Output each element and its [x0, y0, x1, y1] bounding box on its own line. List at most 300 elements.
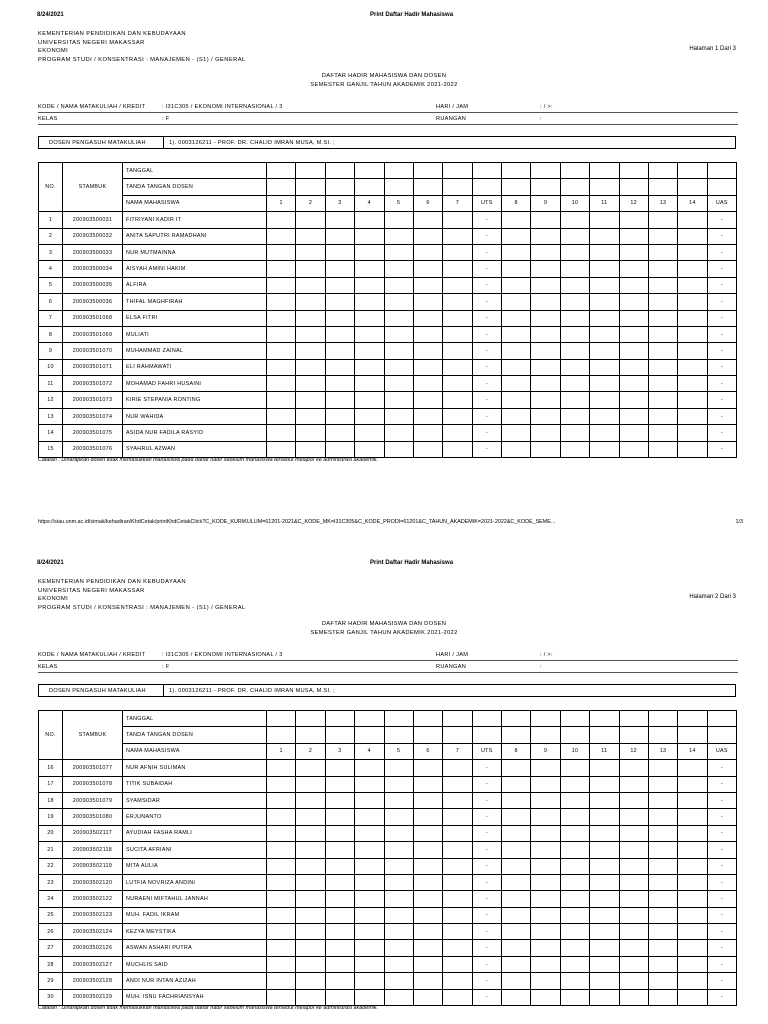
attendance-cell[interactable]	[590, 441, 619, 457]
attendance-cell[interactable]	[590, 343, 619, 359]
tanggal-cell[interactable]	[355, 711, 384, 727]
uas-cell[interactable]: -	[707, 940, 736, 956]
attendance-cell[interactable]	[619, 891, 648, 907]
attendance-cell[interactable]	[443, 441, 472, 457]
attendance-cell[interactable]	[678, 760, 707, 776]
attendance-cell[interactable]	[413, 212, 442, 228]
attendance-cell[interactable]	[531, 891, 560, 907]
uts-cell[interactable]: -	[472, 940, 501, 956]
attendance-cell[interactable]	[678, 425, 707, 441]
attendance-cell[interactable]	[325, 294, 354, 310]
attendance-cell[interactable]	[619, 825, 648, 841]
attendance-cell[interactable]	[560, 425, 589, 441]
uas-cell[interactable]: -	[707, 858, 736, 874]
tanggal-cell[interactable]	[678, 711, 707, 727]
attendance-cell[interactable]	[678, 244, 707, 260]
tanggal-cell[interactable]	[384, 711, 413, 727]
attendance-cell[interactable]	[648, 989, 677, 1005]
uas-cell[interactable]: -	[707, 441, 736, 457]
attendance-cell[interactable]	[502, 261, 531, 277]
attendance-cell[interactable]	[560, 261, 589, 277]
attendance-cell[interactable]	[325, 956, 354, 972]
attendance-cell[interactable]	[296, 874, 325, 890]
attendance-cell[interactable]	[443, 760, 472, 776]
attendance-cell[interactable]	[296, 776, 325, 792]
attendance-cell[interactable]	[619, 907, 648, 923]
tanggal-cell[interactable]	[648, 711, 677, 727]
lecturer-signature-cell[interactable]	[502, 727, 531, 743]
attendance-cell[interactable]	[443, 408, 472, 424]
uts-cell[interactable]: -	[472, 809, 501, 825]
attendance-cell[interactable]	[678, 891, 707, 907]
attendance-cell[interactable]	[296, 310, 325, 326]
attendance-cell[interactable]	[648, 924, 677, 940]
attendance-cell[interactable]	[590, 809, 619, 825]
attendance-cell[interactable]	[384, 441, 413, 457]
attendance-cell[interactable]	[560, 441, 589, 457]
attendance-cell[interactable]	[502, 956, 531, 972]
uts-cell[interactable]: -	[472, 425, 501, 441]
attendance-cell[interactable]	[325, 277, 354, 293]
attendance-cell[interactable]	[296, 343, 325, 359]
attendance-cell[interactable]	[619, 261, 648, 277]
attendance-cell[interactable]	[619, 760, 648, 776]
attendance-cell[interactable]	[560, 989, 589, 1005]
tanggal-cell[interactable]	[443, 711, 472, 727]
lecturer-signature-cell[interactable]	[619, 179, 648, 195]
attendance-cell[interactable]	[267, 989, 296, 1005]
tanggal-cell[interactable]	[619, 711, 648, 727]
attendance-cell[interactable]	[413, 261, 442, 277]
attendance-cell[interactable]	[355, 376, 384, 392]
uts-cell[interactable]: -	[472, 973, 501, 989]
attendance-cell[interactable]	[413, 408, 442, 424]
attendance-cell[interactable]	[267, 874, 296, 890]
attendance-cell[interactable]	[355, 310, 384, 326]
attendance-cell[interactable]	[531, 244, 560, 260]
attendance-cell[interactable]	[590, 425, 619, 441]
lecturer-signature-cell[interactable]	[648, 179, 677, 195]
attendance-cell[interactable]	[678, 989, 707, 1005]
attendance-cell[interactable]	[296, 842, 325, 858]
uts-cell[interactable]: -	[472, 441, 501, 457]
attendance-cell[interactable]	[443, 310, 472, 326]
attendance-cell[interactable]	[413, 343, 442, 359]
attendance-cell[interactable]	[413, 228, 442, 244]
tanggal-cell[interactable]	[560, 163, 589, 179]
attendance-cell[interactable]	[267, 907, 296, 923]
attendance-cell[interactable]	[355, 244, 384, 260]
attendance-cell[interactable]	[355, 907, 384, 923]
attendance-cell[interactable]	[443, 261, 472, 277]
attendance-cell[interactable]	[355, 989, 384, 1005]
attendance-cell[interactable]	[619, 425, 648, 441]
attendance-cell[interactable]	[325, 858, 354, 874]
attendance-cell[interactable]	[384, 376, 413, 392]
lecturer-signature-cell[interactable]	[502, 179, 531, 195]
attendance-cell[interactable]	[560, 343, 589, 359]
attendance-cell[interactable]	[325, 989, 354, 1005]
attendance-cell[interactable]	[590, 376, 619, 392]
attendance-cell[interactable]	[502, 228, 531, 244]
attendance-cell[interactable]	[502, 760, 531, 776]
tanggal-cell[interactable]	[355, 163, 384, 179]
attendance-cell[interactable]	[296, 956, 325, 972]
attendance-cell[interactable]	[502, 776, 531, 792]
attendance-cell[interactable]	[619, 392, 648, 408]
attendance-cell[interactable]	[413, 907, 442, 923]
attendance-cell[interactable]	[619, 212, 648, 228]
attendance-cell[interactable]	[384, 989, 413, 1005]
attendance-cell[interactable]	[619, 277, 648, 293]
attendance-cell[interactable]	[531, 277, 560, 293]
attendance-cell[interactable]	[648, 940, 677, 956]
attendance-cell[interactable]	[560, 212, 589, 228]
attendance-cell[interactable]	[413, 441, 442, 457]
attendance-cell[interactable]	[648, 891, 677, 907]
attendance-cell[interactable]	[384, 825, 413, 841]
attendance-cell[interactable]	[678, 359, 707, 375]
uts-cell[interactable]: -	[472, 891, 501, 907]
lecturer-signature-cell[interactable]	[267, 179, 296, 195]
attendance-cell[interactable]	[502, 924, 531, 940]
attendance-cell[interactable]	[590, 956, 619, 972]
attendance-cell[interactable]	[384, 956, 413, 972]
lecturer-signature-cell[interactable]	[325, 179, 354, 195]
attendance-cell[interactable]	[325, 376, 354, 392]
attendance-cell[interactable]	[531, 441, 560, 457]
lecturer-signature-cell[interactable]	[384, 727, 413, 743]
uts-cell[interactable]: -	[472, 792, 501, 808]
attendance-cell[interactable]	[590, 989, 619, 1005]
tanggal-cell[interactable]	[267, 711, 296, 727]
attendance-cell[interactable]	[502, 392, 531, 408]
attendance-cell[interactable]	[531, 842, 560, 858]
attendance-cell[interactable]	[355, 326, 384, 342]
attendance-cell[interactable]	[355, 425, 384, 441]
tanggal-cell[interactable]	[413, 163, 442, 179]
attendance-cell[interactable]	[413, 425, 442, 441]
attendance-cell[interactable]	[443, 392, 472, 408]
attendance-cell[interactable]	[678, 277, 707, 293]
attendance-cell[interactable]	[355, 212, 384, 228]
tanggal-cell[interactable]	[325, 163, 354, 179]
attendance-cell[interactable]	[531, 792, 560, 808]
attendance-cell[interactable]	[267, 858, 296, 874]
attendance-cell[interactable]	[443, 858, 472, 874]
attendance-cell[interactable]	[648, 228, 677, 244]
attendance-cell[interactable]	[384, 924, 413, 940]
attendance-cell[interactable]	[619, 441, 648, 457]
lecturer-signature-cell[interactable]	[678, 179, 707, 195]
attendance-cell[interactable]	[296, 408, 325, 424]
attendance-cell[interactable]	[502, 940, 531, 956]
attendance-cell[interactable]	[296, 212, 325, 228]
uts-cell[interactable]: -	[472, 376, 501, 392]
tanggal-cell[interactable]	[590, 163, 619, 179]
uts-cell[interactable]: -	[472, 408, 501, 424]
attendance-cell[interactable]	[413, 792, 442, 808]
attendance-cell[interactable]	[267, 825, 296, 841]
lecturer-signature-cell[interactable]	[590, 727, 619, 743]
attendance-cell[interactable]	[325, 776, 354, 792]
attendance-cell[interactable]	[384, 858, 413, 874]
attendance-cell[interactable]	[678, 776, 707, 792]
attendance-cell[interactable]	[678, 858, 707, 874]
attendance-cell[interactable]	[619, 310, 648, 326]
lecturer-signature-cell[interactable]	[678, 727, 707, 743]
attendance-cell[interactable]	[502, 408, 531, 424]
attendance-cell[interactable]	[296, 924, 325, 940]
lecturer-signature-cell[interactable]	[707, 727, 736, 743]
attendance-cell[interactable]	[560, 376, 589, 392]
attendance-cell[interactable]	[443, 989, 472, 1005]
tanggal-cell[interactable]	[590, 711, 619, 727]
attendance-cell[interactable]	[590, 907, 619, 923]
uas-cell[interactable]: -	[707, 792, 736, 808]
uas-cell[interactable]: -	[707, 956, 736, 972]
attendance-cell[interactable]	[648, 874, 677, 890]
attendance-cell[interactable]	[355, 842, 384, 858]
attendance-cell[interactable]	[413, 973, 442, 989]
attendance-cell[interactable]	[531, 343, 560, 359]
attendance-cell[interactable]	[502, 842, 531, 858]
attendance-cell[interactable]	[531, 874, 560, 890]
attendance-cell[interactable]	[678, 294, 707, 310]
attendance-cell[interactable]	[648, 776, 677, 792]
attendance-cell[interactable]	[560, 760, 589, 776]
attendance-cell[interactable]	[296, 228, 325, 244]
attendance-cell[interactable]	[619, 940, 648, 956]
attendance-cell[interactable]	[619, 809, 648, 825]
attendance-cell[interactable]	[648, 376, 677, 392]
attendance-cell[interactable]	[413, 874, 442, 890]
attendance-cell[interactable]	[325, 760, 354, 776]
attendance-cell[interactable]	[560, 326, 589, 342]
attendance-cell[interactable]	[443, 924, 472, 940]
attendance-cell[interactable]	[443, 842, 472, 858]
tanggal-cell[interactable]	[325, 711, 354, 727]
attendance-cell[interactable]	[384, 277, 413, 293]
uas-cell[interactable]: -	[707, 294, 736, 310]
attendance-cell[interactable]	[619, 874, 648, 890]
attendance-cell[interactable]	[325, 310, 354, 326]
attendance-cell[interactable]	[560, 408, 589, 424]
attendance-cell[interactable]	[560, 874, 589, 890]
attendance-cell[interactable]	[648, 842, 677, 858]
attendance-cell[interactable]	[355, 359, 384, 375]
attendance-cell[interactable]	[531, 408, 560, 424]
uts-cell[interactable]: -	[472, 842, 501, 858]
attendance-cell[interactable]	[502, 343, 531, 359]
attendance-cell[interactable]	[502, 310, 531, 326]
attendance-cell[interactable]	[267, 776, 296, 792]
uas-cell[interactable]: -	[707, 408, 736, 424]
attendance-cell[interactable]	[531, 956, 560, 972]
attendance-cell[interactable]	[413, 376, 442, 392]
attendance-cell[interactable]	[502, 973, 531, 989]
uas-cell[interactable]: -	[707, 776, 736, 792]
uts-cell[interactable]: -	[472, 228, 501, 244]
attendance-cell[interactable]	[590, 392, 619, 408]
uts-cell[interactable]: -	[472, 277, 501, 293]
attendance-cell[interactable]	[355, 858, 384, 874]
uts-cell[interactable]: -	[472, 359, 501, 375]
attendance-cell[interactable]	[443, 277, 472, 293]
uas-cell[interactable]: -	[707, 359, 736, 375]
tanggal-cell[interactable]	[707, 163, 736, 179]
attendance-cell[interactable]	[590, 244, 619, 260]
lecturer-signature-cell[interactable]	[707, 179, 736, 195]
attendance-cell[interactable]	[560, 392, 589, 408]
attendance-cell[interactable]	[560, 924, 589, 940]
attendance-cell[interactable]	[619, 343, 648, 359]
attendance-cell[interactable]	[531, 907, 560, 923]
attendance-cell[interactable]	[531, 310, 560, 326]
attendance-cell[interactable]	[267, 212, 296, 228]
lecturer-signature-cell[interactable]	[355, 727, 384, 743]
attendance-cell[interactable]	[384, 874, 413, 890]
attendance-cell[interactable]	[619, 228, 648, 244]
attendance-cell[interactable]	[413, 359, 442, 375]
attendance-cell[interactable]	[413, 809, 442, 825]
attendance-cell[interactable]	[355, 792, 384, 808]
lecturer-signature-cell[interactable]	[472, 727, 501, 743]
attendance-cell[interactable]	[590, 408, 619, 424]
attendance-cell[interactable]	[325, 359, 354, 375]
uas-cell[interactable]: -	[707, 973, 736, 989]
attendance-cell[interactable]	[325, 940, 354, 956]
attendance-cell[interactable]	[384, 244, 413, 260]
attendance-cell[interactable]	[384, 212, 413, 228]
attendance-cell[interactable]	[648, 310, 677, 326]
attendance-cell[interactable]	[619, 956, 648, 972]
attendance-cell[interactable]	[502, 874, 531, 890]
attendance-cell[interactable]	[560, 776, 589, 792]
tanggal-cell[interactable]	[531, 163, 560, 179]
attendance-cell[interactable]	[384, 261, 413, 277]
attendance-cell[interactable]	[384, 842, 413, 858]
attendance-cell[interactable]	[560, 294, 589, 310]
attendance-cell[interactable]	[531, 294, 560, 310]
attendance-cell[interactable]	[355, 408, 384, 424]
attendance-cell[interactable]	[267, 359, 296, 375]
attendance-cell[interactable]	[619, 408, 648, 424]
tanggal-cell[interactable]	[502, 163, 531, 179]
tanggal-cell[interactable]	[531, 711, 560, 727]
lecturer-signature-cell[interactable]	[560, 179, 589, 195]
attendance-cell[interactable]	[267, 408, 296, 424]
uts-cell[interactable]: -	[472, 956, 501, 972]
attendance-cell[interactable]	[560, 792, 589, 808]
lecturer-signature-cell[interactable]	[619, 727, 648, 743]
lecturer-signature-cell[interactable]	[296, 179, 325, 195]
attendance-cell[interactable]	[443, 809, 472, 825]
attendance-cell[interactable]	[267, 940, 296, 956]
attendance-cell[interactable]	[648, 907, 677, 923]
uas-cell[interactable]: -	[707, 212, 736, 228]
attendance-cell[interactable]	[267, 924, 296, 940]
attendance-cell[interactable]	[678, 392, 707, 408]
attendance-cell[interactable]	[502, 809, 531, 825]
attendance-cell[interactable]	[678, 809, 707, 825]
attendance-cell[interactable]	[590, 294, 619, 310]
lecturer-signature-cell[interactable]	[531, 727, 560, 743]
attendance-cell[interactable]	[531, 376, 560, 392]
attendance-cell[interactable]	[590, 825, 619, 841]
lecturer-signature-cell[interactable]	[590, 179, 619, 195]
attendance-cell[interactable]	[443, 425, 472, 441]
attendance-cell[interactable]	[325, 326, 354, 342]
attendance-cell[interactable]	[296, 825, 325, 841]
attendance-cell[interactable]	[531, 212, 560, 228]
attendance-cell[interactable]	[443, 973, 472, 989]
attendance-cell[interactable]	[413, 858, 442, 874]
attendance-cell[interactable]	[648, 294, 677, 310]
attendance-cell[interactable]	[325, 809, 354, 825]
attendance-cell[interactable]	[355, 760, 384, 776]
attendance-cell[interactable]	[384, 392, 413, 408]
attendance-cell[interactable]	[648, 326, 677, 342]
attendance-cell[interactable]	[443, 907, 472, 923]
lecturer-signature-cell[interactable]	[560, 727, 589, 743]
tanggal-cell[interactable]	[384, 163, 413, 179]
attendance-cell[interactable]	[502, 212, 531, 228]
attendance-cell[interactable]	[531, 858, 560, 874]
attendance-cell[interactable]	[296, 809, 325, 825]
attendance-cell[interactable]	[413, 842, 442, 858]
attendance-cell[interactable]	[267, 261, 296, 277]
attendance-cell[interactable]	[296, 907, 325, 923]
attendance-cell[interactable]	[648, 809, 677, 825]
attendance-cell[interactable]	[296, 891, 325, 907]
attendance-cell[interactable]	[531, 940, 560, 956]
tanggal-cell[interactable]	[267, 163, 296, 179]
uts-cell[interactable]: -	[472, 261, 501, 277]
attendance-cell[interactable]	[531, 973, 560, 989]
attendance-cell[interactable]	[384, 326, 413, 342]
attendance-cell[interactable]	[648, 956, 677, 972]
tanggal-cell[interactable]	[678, 163, 707, 179]
tanggal-cell[interactable]	[648, 163, 677, 179]
attendance-cell[interactable]	[502, 294, 531, 310]
attendance-cell[interactable]	[619, 244, 648, 260]
attendance-cell[interactable]	[355, 776, 384, 792]
attendance-cell[interactable]	[296, 392, 325, 408]
attendance-cell[interactable]	[648, 261, 677, 277]
attendance-cell[interactable]	[443, 244, 472, 260]
attendance-cell[interactable]	[296, 940, 325, 956]
attendance-cell[interactable]	[443, 792, 472, 808]
attendance-cell[interactable]	[531, 776, 560, 792]
attendance-cell[interactable]	[678, 940, 707, 956]
attendance-cell[interactable]	[384, 425, 413, 441]
attendance-cell[interactable]	[267, 326, 296, 342]
uas-cell[interactable]: -	[707, 261, 736, 277]
attendance-cell[interactable]	[619, 989, 648, 1005]
attendance-cell[interactable]	[648, 425, 677, 441]
attendance-cell[interactable]	[355, 441, 384, 457]
attendance-cell[interactable]	[267, 792, 296, 808]
tanggal-cell[interactable]	[619, 163, 648, 179]
attendance-cell[interactable]	[531, 392, 560, 408]
attendance-cell[interactable]	[355, 809, 384, 825]
tanggal-cell[interactable]	[296, 711, 325, 727]
attendance-cell[interactable]	[560, 973, 589, 989]
attendance-cell[interactable]	[648, 343, 677, 359]
attendance-cell[interactable]	[443, 825, 472, 841]
attendance-cell[interactable]	[413, 294, 442, 310]
